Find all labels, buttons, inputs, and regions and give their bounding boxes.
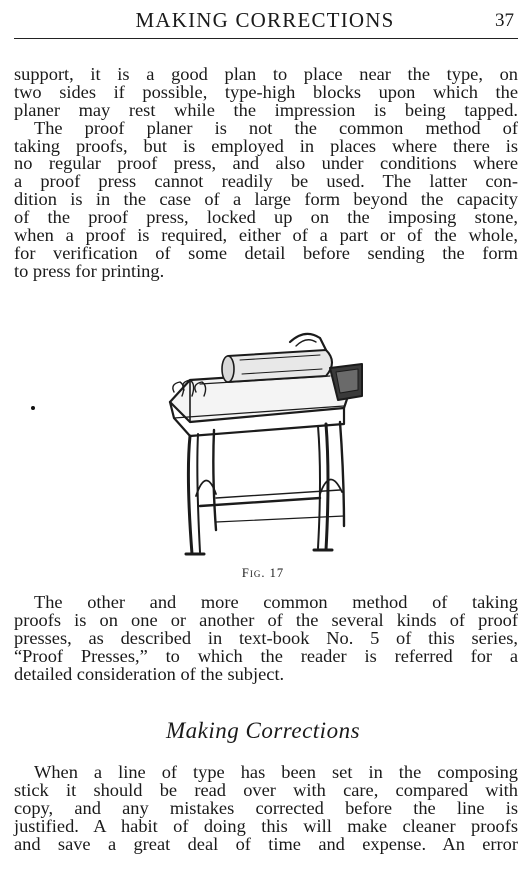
text-line: proofs is on one or another of the several kinds of proof [14,609,518,630]
paragraph-proof-planer [14,66,518,281]
text-line: for verification of some detail before sending the form [14,242,518,263]
page-number: 37 [495,10,514,31]
text-line: planer may rest while the impression is being tapped. [14,99,518,120]
text-line: two sides if possible, type-high blocks upon which the [14,81,518,102]
text-line: a proof press cannot readily be used. The latter con- [14,171,518,192]
ink-speck [31,406,35,410]
text-line: dition is in the case of a large form beyond the capacity [14,189,518,210]
paragraph-making-corrections [14,764,518,853]
running-title: MAKING CORRECTIONS [135,8,395,32]
header-rule [14,38,518,39]
text-line: presses, as described in text-book No. 5 of this series, [14,627,518,648]
text-line: justified. A habit of doing this will make cleaner proofs [14,815,518,836]
text-line: when a proof is required, either of a part or of the whole, [14,225,518,246]
text-line: The other and more common method of taking [34,592,518,612]
text-line: “Proof Presses,” to which the reader is referred for a [14,645,518,666]
text-line: of the proof press, locked up on the imposing stone, [14,207,518,228]
text-line: When a line of type has been set in the composing [34,762,518,782]
text-line: copy, and any mistakes corrected before the line is [14,797,518,818]
text-line: stick it should be read over with care, compared with [14,779,518,800]
text-line: detailed consideration of the subject. [14,663,285,684]
text-line: taking proofs, but is employed in places where there is [14,135,518,156]
text-line: support, it is a good plan to place near the type, on [14,64,518,84]
paragraph-proof-presses [14,594,518,683]
section-heading: Making Corrections [165,718,361,743]
figure-caption: Fig. 17 [241,566,285,580]
proof-press-illustration [130,326,390,566]
text-line: and save a great deal of time and expense. An error [14,833,518,854]
text-line: The proof planer is not the common method of [34,117,518,138]
text-line: to press for printing. [14,260,165,281]
running-head [14,8,516,36]
text-line: no regular proof press, and also under conditions where [14,153,518,174]
